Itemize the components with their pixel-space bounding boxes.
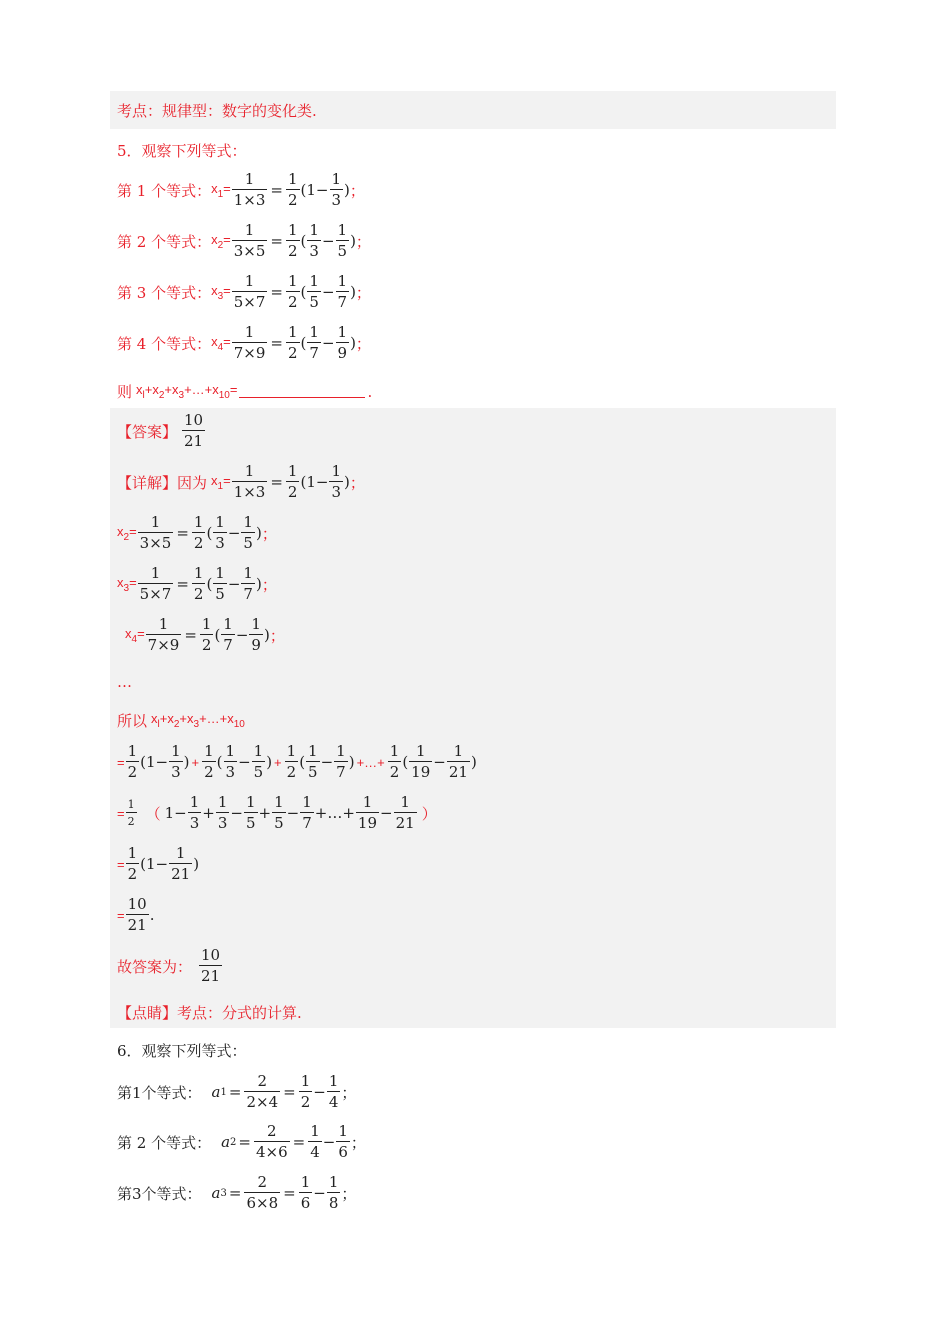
q5-eq1-label: 第 1 个等式： (117, 181, 212, 200)
detail-step-4: = $\frac{10}{21}$ . (117, 895, 155, 934)
detail-so-line (117, 710, 245, 731)
q6-eq3 (117, 1175, 356, 1211)
q5-eq3-label: 第 3 个等式： (117, 283, 212, 302)
q5-ask-prefix: 则 (117, 383, 133, 401)
detail-eq2-semicolon: ； (261, 524, 277, 543)
q6-eq3-semicolon: ； (341, 1184, 357, 1203)
detail-because: 因为 (177, 473, 208, 492)
q5-eq4-label: 第 4 个等式： (117, 334, 212, 353)
q5-title: 5．观察下列等式： (117, 142, 247, 160)
q5-eq4-semicolon: ； (355, 334, 371, 353)
answer-value: $\frac{10}{21}$ (184, 411, 204, 450)
detail-step-2-math: $\frac{1}{2}$ （ 1− $\frac{1}{3}$ + $\frac{1}{3}$ − $\frac{1}{5}$ + $\frac{1}{5}$ − $\frac{1}{7}$ +…+ $\frac{1}{19}$ − $\frac{1}{21}$ ） (127, 793, 437, 832)
q5-ask-sum: $x_l+x_2+x_3+\dots+x_{10}=$ (136, 382, 238, 401)
detail-x4: $x_4=$ (125, 625, 145, 645)
detail-eq4-math: $\frac{1}{7\times 9}$ = $\frac{1}{2}$ ( $\frac{1}{7}$ − $\frac{1}{9}$ ) (147, 615, 270, 654)
top-note: 考点：规律型：数字的变化类. (117, 102, 317, 120)
conclusion-label: 故答案为： (117, 957, 193, 976)
q5-answer-blank[interactable] (239, 385, 365, 398)
q6-eq1-label: 第1个等式： (117, 1083, 202, 1102)
q5-eq4-math: $\frac{1}{7\times 9}$ = $\frac{1}{2}$ ( $\frac{1}{7}$ − $\frac{1}{9}$ ) (233, 323, 356, 362)
q5-eq1-math: $\frac{1}{1\times 3}$ = $\frac{1}{2}$ (1− $\frac{1}{3}$ ) (233, 170, 350, 209)
detail-so: 所以 (117, 712, 148, 730)
detail-step-4-period: . (149, 906, 155, 924)
q6-eq2 (117, 1124, 366, 1160)
q6-eq1-semicolon: ； (341, 1083, 357, 1102)
conclusion-value: $\frac{10}{21}$ (201, 946, 221, 985)
q5-eq2-label: 第 2 个等式： (117, 232, 212, 251)
comment-line (117, 1002, 302, 1023)
q6-eq2-semicolon: ； (350, 1133, 366, 1152)
q6-eq3-label: 第3个等式： (117, 1184, 202, 1203)
detail-x2: $x_2=$ (117, 523, 137, 543)
q5-eq3-semicolon: ； (355, 283, 371, 302)
q5-eq1 (117, 172, 365, 208)
comment-text: 考点：分式的计算. (177, 1004, 302, 1022)
detail-line-3 (117, 566, 277, 602)
q5-eq2-math: $\frac{1}{3\times 5}$ = $\frac{1}{2}$ ( $\frac{1}{3}$ − $\frac{1}{5}$ ) (233, 221, 356, 260)
q6-eq2-math: a 2 = $\frac{2}{4\times 6}$ = $\frac{1}{4}$ − $\frac{1}{6}$ (221, 1122, 348, 1161)
q6-title: 6．观察下列等式： (117, 1042, 247, 1060)
detail-step-2: = $\frac{1}{2}$ （ 1− $\frac{1}{3}$ + $\frac{1}{3}$ − $\frac{1}{5}$ + $\frac{1}{5}$ − $\frac{1}{7}$ +…+ $\frac{1}{19}$ − $\frac{1}{21}$ ） (117, 793, 437, 832)
detail-line-1 (117, 464, 365, 500)
conclusion-line (117, 948, 223, 984)
q5-eq2 (117, 223, 371, 259)
q6-eq3-math: a 3 = $\frac{2}{6\times 8}$ = $\frac{1}{6}$ − $\frac{1}{8}$ (211, 1173, 339, 1212)
detail-step-4-math: $\frac{10}{21}$ (127, 895, 147, 934)
q6-eq1-math: a 1 = $\frac{2}{2\times 4}$ = $\frac{1}{2}$ − $\frac{1}{4}$ (211, 1072, 339, 1111)
q5-x4: $x_4=$ (211, 333, 231, 353)
comment-label: 【点睛】 (117, 1004, 178, 1022)
q5-ask-end: . (367, 382, 373, 401)
detail-eq4-semicolon: ； (269, 626, 285, 645)
q5-eq4 (117, 325, 371, 361)
q6-eq2-label: 第 2 个等式： (117, 1133, 212, 1152)
q5-x3: $x_3=$ (211, 282, 231, 302)
detail-step-3: = $\frac{1}{2}$ (1− $\frac{1}{21}$ ) (117, 844, 200, 883)
detail-step-1-math: $\frac{1}{2}$ (1− $\frac{1}{3}$ ) + $\frac{1}{2}$ ( $\frac{1}{3}$ − $\frac{1}{5}$ ) + $\frac{1}{2}$ ( $\frac{1}{5}$ − $\frac{1}{7}$ ) +…+ $\frac{1}{2}$ ( $\frac{1}{19}$ − $\frac{1}{21}$ ) (127, 742, 477, 781)
detail-eq1-semicolon: ； (349, 473, 365, 492)
q5-ask (117, 381, 372, 402)
q5-eq1-semicolon: ； (349, 181, 365, 200)
detail-line-4 (125, 617, 285, 653)
detail-eq2-math: $\frac{1}{3\times 5}$ = $\frac{1}{2}$ ( $\frac{1}{3}$ − $\frac{1}{5}$ ) (139, 513, 262, 552)
detail-eq3-math: $\frac{1}{5\times 7}$ = $\frac{1}{2}$ ( $\frac{1}{5}$ − $\frac{1}{7}$ ) (139, 564, 262, 603)
detail-ellipsis: … (117, 673, 132, 691)
detail-step-1: = $\frac{1}{2}$ (1− $\frac{1}{3}$ ) + $\frac{1}{2}$ ( $\frac{1}{3}$ − $\frac{1}{5}$ ) + $\frac{1}{2}$ ( $\frac{1}{5}$ − $\frac{1}{7}$ ) +…+ $\frac{1}{2}$ ( $\frac{1}{19}$ − $\frac{1}{21}$ ) (117, 742, 477, 781)
q5-eq3-math: $\frac{1}{5\times 7}$ = $\frac{1}{2}$ ( $\frac{1}{5}$ − $\frac{1}{7}$ ) (233, 272, 356, 311)
detail-line-2 (117, 515, 277, 551)
q6-eq1 (117, 1074, 356, 1110)
answer-line (117, 413, 206, 449)
q5-x2: $x_2=$ (211, 231, 231, 251)
detail-x1: $x_1=$ (211, 472, 231, 492)
q5-x1: $x_1=$ (211, 180, 231, 200)
q5-eq2-semicolon: ； (355, 232, 371, 251)
detail-sum: $x_l+x_2+x_3+\dots+x_{10}$ (151, 711, 245, 730)
answer-label: 【答案】 (117, 422, 178, 441)
detail-label: 【详解】 (117, 473, 178, 492)
detail-eq3-semicolon: ； (261, 575, 277, 594)
q5-eq3 (117, 274, 371, 310)
detail-x3: $x_3=$ (117, 574, 137, 594)
detail-eq1-math: $\frac{1}{1\times 3}$ = $\frac{1}{2}$ (1− $\frac{1}{3}$ ) (233, 462, 350, 501)
detail-step-3-math: $\frac{1}{2}$ (1− $\frac{1}{21}$ ) (127, 844, 200, 883)
